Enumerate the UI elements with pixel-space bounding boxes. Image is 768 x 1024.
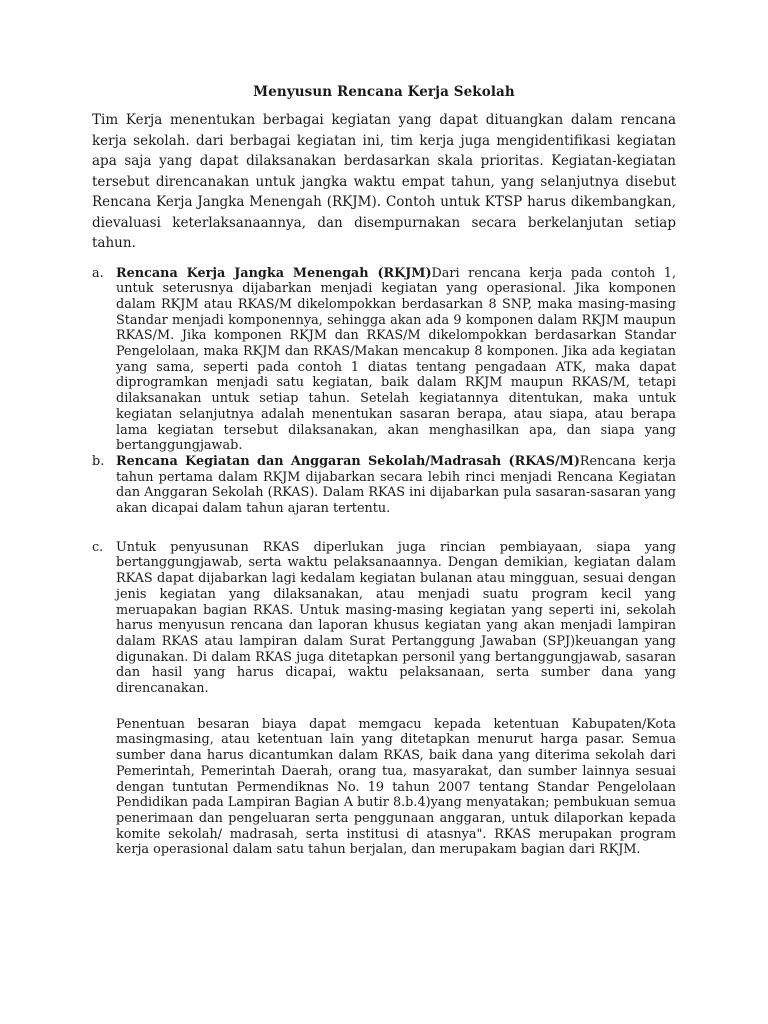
list-item-a — [92, 266, 676, 454]
list-item-c — [92, 540, 676, 697]
list-marker: a. — [92, 265, 104, 281]
item-text: Dari rencana kerja pada contoh 1, untuk seterusnya dijabarkan menjadi kegiatan yang operasional. Jika komponen dalam RKJM atau RKAS/M dikelompokkan berdasarkan 8 SNP, maka masing-masing Standar menjadi komponennya, sehingga akan ada 9 komponen dalam RKJM maupun RKAS/M. Jika komponen RKJM dan RKAS/M dikelompokkan berdasarkan Standar Pengelolaan, maka RKJM dan RKAS/Makan mencakup 8 komponen. Jika ada kegiatan yang sama, seperti pada contoh 1 diatas tentang pengadaan ATK, maka dapat diprogramkan menjadi satu kegiatan, baik dalam RKJM maupun RKAS/M, tetapi dilaksanakan untuk setiap tahun. Setelah kegiatannya ditentukan, maka untuk kegiatan selanjutnya adalah menentukan sasaran berapa, atau siapa, atau berapa lama kegiatan tersebut dilaksanakan, akan menghasilkan apa, dan siapa yang bertanggungjawab. — [116, 265, 677, 454]
list-item-b — [92, 454, 676, 517]
document-title: Menyusun Rencana Kerja Sekolah — [253, 84, 515, 100]
item-text: Rencana kerja tahun pertama dalam RKJM dijabarkan secara lebih rinci menjadi Rencana Kegiatan dan Anggaran Sekolah (RKAS). Dalam RKAS ini dijabarkan pula sasaran-sasaran yang akan dicapai dalam tahun ajaran tertentu. — [116, 453, 676, 517]
closing-paragraph: Penentuan besaran biaya dapat memgacu kepada ketentuan Kabupaten/Kota masingmasing, atau ketentuan lain yang ditetapkan menurut harga pasar. Semua sumber dana harus dicantumkan dalam RKAS, baik dana yang diterima sekolah dari Pemerintah, Pemerintah Daerah, orang tua, masyarakat, dan sumber lainnya sesuai dengan tuntutan Permendiknas No. 19 tahun 2007 tentang Standar Pengelolaan Pendidikan pada Lampiran Bagian A butir 8.b.4)yang menyatakan; pembukuan semua penerimaan dan pengeluaran serta penggunaan anggaran, untuk dilaporkan kepada komite sekolah/ madrasah, serta institusi di atasnya". RKAS merupakan program kerja operasional dalam satu tahun berjalan, dan merupakam bagian dari RKJM. — [116, 716, 676, 858]
item-list — [92, 266, 676, 697]
item-heading: Rencana Kerja Jangka Menengah (RKJM) — [116, 265, 432, 281]
list-marker: c. — [92, 539, 104, 555]
list-marker: b. — [92, 453, 105, 469]
item-heading: Rencana Kegiatan dan Anggaran Sekolah/Madrasah (RKAS/M) — [116, 453, 580, 469]
item-text: Untuk penyusunan RKAS diperlukan juga rincian pembiayaan, siapa yang bertanggungjawab, serta waktu pelaksanaannya. Dengan demikian, kegiatan dalam RKAS dapat dijabarkan lagi kedalam kegiatan bulanan atau mingguan, sesuai dengan jenis kegiatan yang dilaksanakan, atau menjadi suatu program kecil yang meruapakan bagian RKAS. Untuk masing-masing kegiatan yang seperti ini, sekolah harus menyusun rencana dan laporan khusus kegiatan yang akan menjadi lampiran dalam RKAS atau lampiran dalam Surat Pertanggung Jawaban (SPJ)keuangan yang digunakan. Di dalam RKAS juga ditetapkan personil yang bertanggungjawab, sasaran dan hasil yang harus dicapai, waktu pelaksanaan, serta sumber dana yang direncanakan. — [116, 539, 676, 697]
intro-paragraph: Tim Kerja menentukan berbagai kegiatan yang dapat dituangkan dalam rencana kerja sekolah. dari berbagai kegiatan ini, tim kerja juga mengidentifikasi kegiatan apa saja yang dapat dilaksanakan berdasarkan skala prioritas. Kegiatan-kegiatan tersebut direncanakan untuk jangka waktu empat tahun, yang selanjutnya disebut Rencana Kerja Jangka Menengah (RKJM). Contoh untuk KTSP harus dikembangkan, dievaluasi keterlaksanaannya, dan disempurnakan secara berkelanjutan setiap tahun. — [92, 112, 676, 251]
